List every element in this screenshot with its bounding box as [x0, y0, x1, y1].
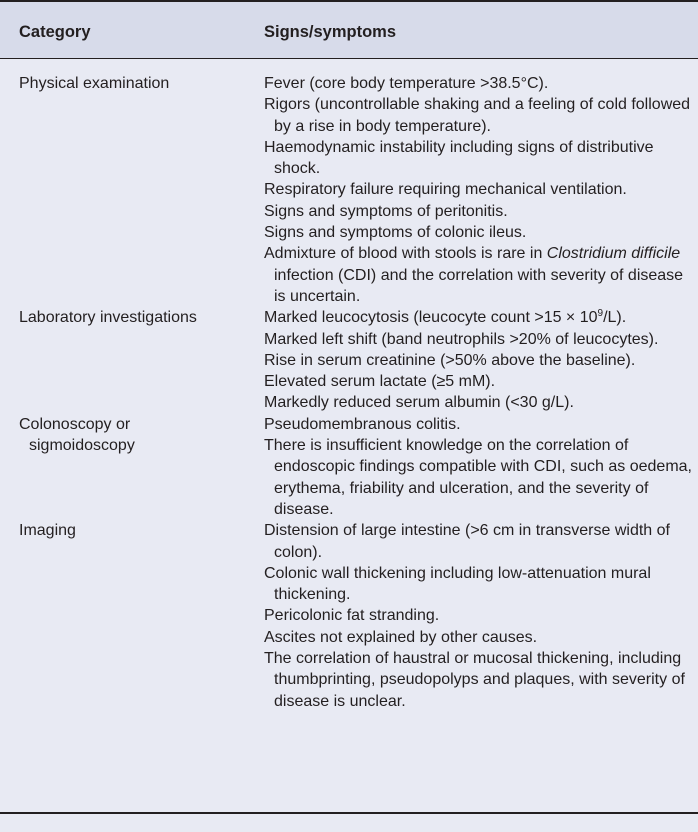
sign-item: Marked leucocytosis (leucocyte count $>15 \times 10^9/L$).: [264, 308, 627, 327]
header-divider: [0, 58, 698, 59]
category-label: Laboratory investigations: [19, 309, 197, 326]
sign-item: Rise in serum creatinine (>50% above the baseline).: [264, 351, 636, 369]
table-header-row: [0, 0, 698, 58]
header-category: Category: [19, 23, 91, 41]
sign-item: Distension of large intestine (>6 cm in transverse width of colon).: [264, 522, 670, 561]
category-cell: [19, 520, 249, 541]
sign-item: Admixture of blood with stools is rare in Clostridium difficile infection (CDI) and the correlation with severity of disease is uncertain.: [264, 245, 684, 305]
sign-item: Haemodynamic instability including signs of distributive shock.: [264, 138, 654, 178]
table-bottom-rule: [0, 812, 698, 814]
category-cell: [19, 73, 249, 94]
category-label: Colonoscopy or: [19, 416, 131, 433]
sign-item: Ascites not explained by other causes.: [264, 628, 538, 646]
category-label: Imaging: [19, 522, 76, 539]
sign-item: Marked left shift (band neutrophils >20% of leucocytes).: [264, 330, 659, 348]
sign-item: There is insufficient knowledge on the correlation of endoscopic findings compatible with CDI, such as oedema, erythema, friability and ulceration, and the severity of disease.: [264, 437, 692, 518]
category-label: sigmoidoscopy: [29, 437, 135, 455]
sign-item: Signs and symptoms of peritonitis.: [264, 202, 508, 220]
sign-item: Pericolonic fat stranding.: [264, 607, 440, 625]
sign-item: Pseudomembranous colitis.: [264, 415, 461, 433]
sign-item: Signs and symptoms of colonic ileus.: [264, 224, 527, 242]
sign-item: Rigors (uncontrollable shaking and a feeling of cold followed by a rise in body temperature).: [264, 96, 691, 135]
category-cell: [19, 307, 249, 328]
category-cell: [19, 414, 249, 457]
superscript: 9: [597, 308, 604, 320]
sign-item: Fever (core body temperature >38.5°C).: [264, 75, 549, 92]
header-signs-symptoms: Signs/symptoms: [264, 23, 397, 41]
sign-item: Elevated serum lactate (≥5 mM).: [264, 373, 496, 391]
sign-item: Markedly reduced serum albumin (<30 g/L).: [264, 394, 574, 412]
signs-column: [264, 73, 694, 712]
sign-item: Colonic wall thickening including low-attenuation mural thickening.: [264, 564, 651, 604]
sign-item: The correlation of haustral or mucosal thickening, including thumbprinting, pseudopolyps and plaques, with severity of disease is unclear.: [264, 650, 685, 710]
category-label: Physical examination: [19, 75, 170, 92]
sign-item: Respiratory failure requiring mechanical ventilation.: [264, 181, 627, 199]
italic-term: Clostridium difficile: [546, 245, 681, 263]
